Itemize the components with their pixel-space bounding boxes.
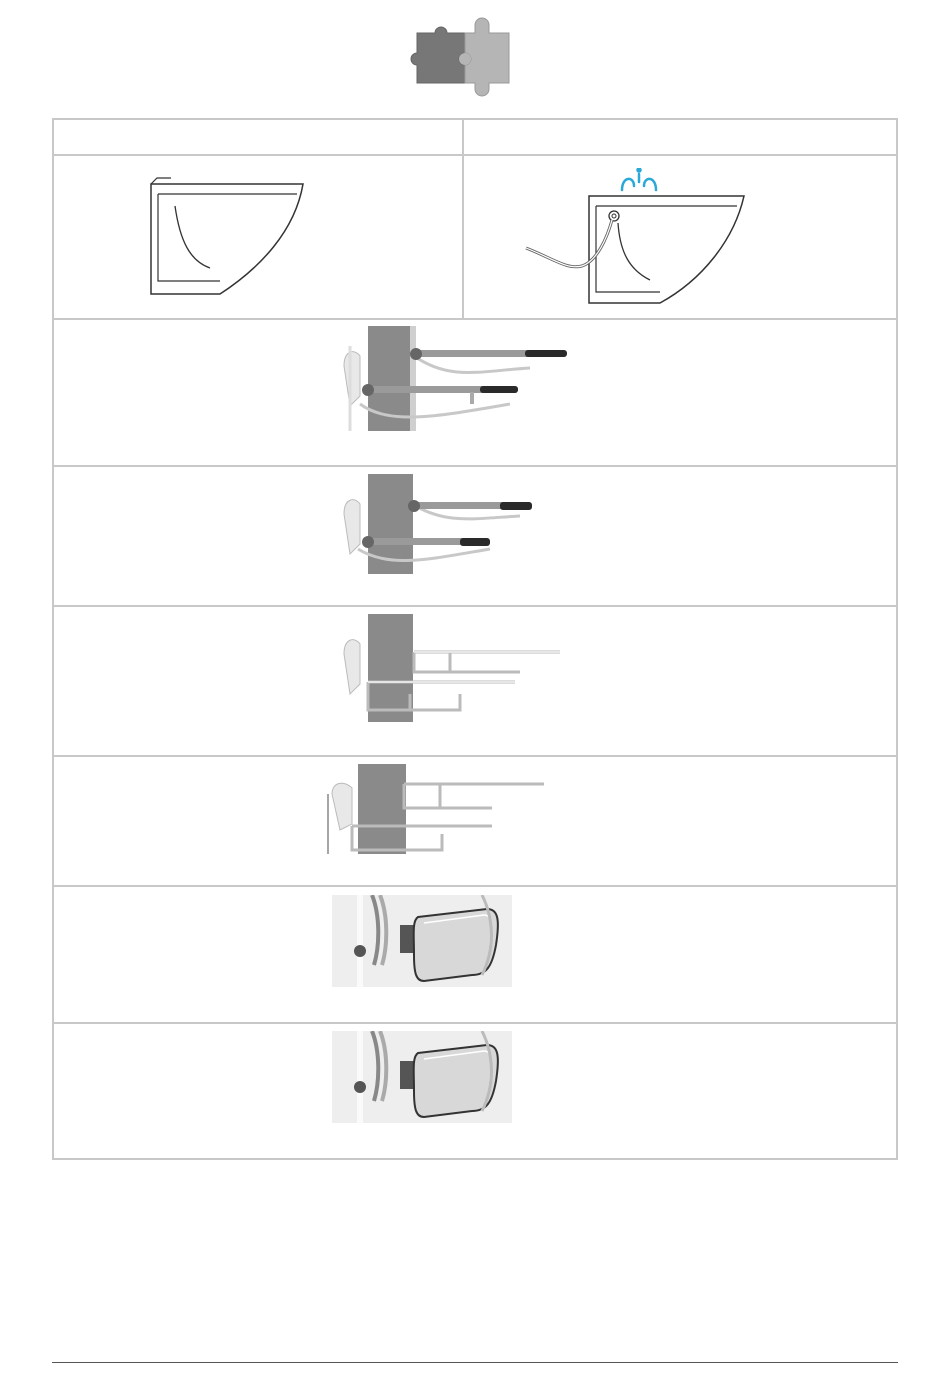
basin-drawing (145, 176, 310, 296)
basin-with-tap-drawing (522, 168, 752, 308)
backrest-pad-photo (332, 1031, 512, 1123)
row-divider (52, 755, 898, 757)
row-divider (52, 605, 898, 607)
support-rails-photo (330, 326, 570, 431)
puzzle-icon (399, 15, 514, 99)
support-rails-photo (322, 764, 552, 854)
row-divider (52, 465, 898, 467)
table-header-left (54, 120, 462, 156)
table-header-right (464, 120, 896, 156)
row-divider (52, 885, 898, 887)
water-jet-icon (622, 169, 656, 191)
row-divider (52, 1022, 898, 1024)
support-rails-photo (330, 474, 540, 574)
row-divider (52, 318, 898, 320)
backrest-pad-photo (332, 895, 512, 987)
footer-divider (52, 1362, 898, 1363)
support-rails-photo (330, 614, 565, 722)
